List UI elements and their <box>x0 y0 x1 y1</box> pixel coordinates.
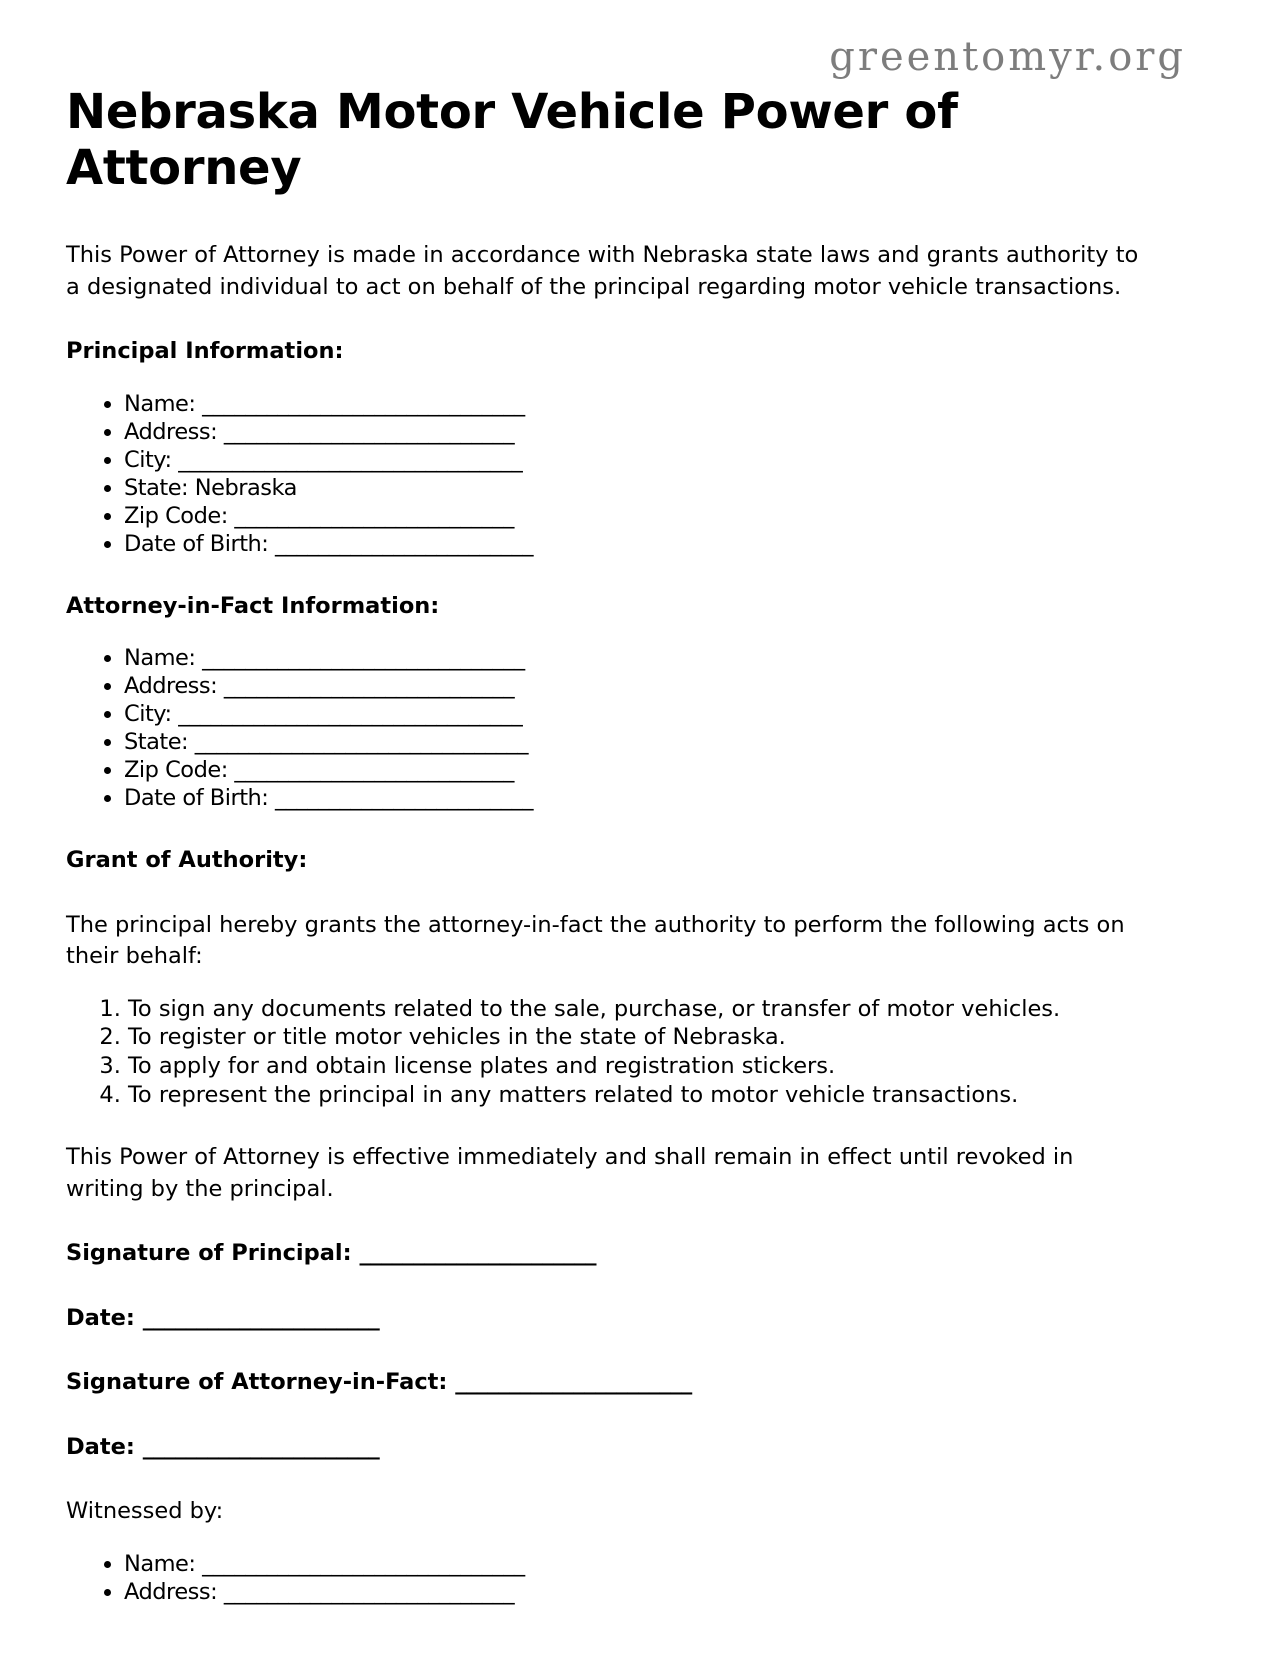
spacer <box>66 1334 1156 1367</box>
list-item <box>124 446 1156 474</box>
principal-signature-label: Signature of Principal: <box>66 1240 352 1267</box>
aif-city-field: City: ________________________________ <box>124 701 523 728</box>
principal-date-row <box>66 1303 1156 1335</box>
authority-acts-list <box>66 995 1156 1109</box>
spacer <box>66 303 1156 336</box>
list-item <box>124 530 1156 558</box>
spacer <box>66 1463 1156 1496</box>
aif-state-field: State: _______________________________ <box>124 729 529 756</box>
principal-address-field: Address: ___________________________ <box>124 418 515 445</box>
spacer <box>66 877 1156 910</box>
witness-fields-list <box>66 1550 1156 1606</box>
spacer <box>66 973 1156 995</box>
spacer <box>66 558 1156 591</box>
spacer <box>66 368 1156 390</box>
list-item <box>124 390 1156 418</box>
list-item <box>124 644 1156 672</box>
list-item <box>124 474 1156 502</box>
intro-paragraph: This Power of Attorney is made in accordance with Nebraska state laws and grants authority to a designated individual to act on behalf of the principal regarding motor vehicle transactions. <box>66 242 1139 300</box>
aif-signature-label: Signature of Attorney-in-Fact: <box>66 1369 448 1396</box>
list-item <box>124 756 1156 784</box>
list-item <box>124 1550 1156 1578</box>
principal-information-heading: Principal Information: <box>66 338 344 365</box>
document-body <box>66 0 1156 1606</box>
principal-signature-blank: ______________________ <box>359 1240 596 1267</box>
principal-dob-field: Date of Birth: ________________________ <box>124 530 534 557</box>
principal-city-field: City: ________________________________ <box>124 446 523 473</box>
spacer <box>66 1399 1156 1432</box>
aif-date-label: Date: <box>66 1433 135 1460</box>
witness-address-field: Address: ___________________________ <box>124 1578 515 1605</box>
spacer <box>66 1109 1156 1142</box>
list-item <box>124 502 1156 530</box>
spacer <box>66 622 1156 644</box>
aif-signature-blank: ______________________ <box>455 1369 692 1396</box>
witnessed-by-heading: Witnessed by: <box>66 1498 224 1525</box>
list-item <box>124 700 1156 728</box>
list-item <box>124 1578 1156 1606</box>
list-item: 3. To apply for and obtain license plates and registration stickers. <box>128 1052 1156 1081</box>
principal-fields-list <box>66 390 1156 558</box>
attorney-in-fact-information-heading: Attorney-in-Fact Information: <box>66 592 440 619</box>
grant-of-authority-heading: Grant of Authority: <box>66 847 308 874</box>
spacer <box>66 812 1156 845</box>
page-title: Nebraska Motor Vehicle Power of Attorney <box>66 84 958 197</box>
attorney-in-fact-date-row <box>66 1432 1156 1464</box>
list-item <box>124 784 1156 812</box>
principal-state-field: State: Nebraska <box>124 474 297 501</box>
spacer <box>66 1205 1156 1238</box>
list-item <box>124 728 1156 756</box>
list-item <box>124 418 1156 446</box>
attorney-in-fact-fields-list <box>66 644 1156 812</box>
aif-address-field: Address: ___________________________ <box>124 673 515 700</box>
principal-zip-field: Zip Code: __________________________ <box>124 502 514 529</box>
spacer <box>66 1270 1156 1303</box>
aif-name-field: Name: ______________________________ <box>124 645 525 672</box>
witness-name-field: Name: ______________________________ <box>124 1550 525 1577</box>
aif-date-blank: ______________________ <box>142 1433 380 1460</box>
spacer <box>66 196 1156 240</box>
aif-zip-field: Zip Code: __________________________ <box>124 757 514 784</box>
list-item: 1. To sign any documents related to the sale, purchase, or transfer of motor vehicles. <box>128 995 1156 1024</box>
principal-date-label: Date: <box>66 1304 135 1331</box>
spacer <box>66 1528 1156 1550</box>
list-item <box>124 672 1156 700</box>
attorney-in-fact-signature-row <box>66 1367 1156 1399</box>
list-item: 4. To represent the principal in any matters related to motor vehicle transactions. <box>128 1081 1156 1110</box>
principal-signature-row <box>66 1238 1156 1270</box>
principal-date-blank: ______________________ <box>142 1304 380 1331</box>
aif-dob-field: Date of Birth: ________________________ <box>124 785 534 812</box>
effective-paragraph: This Power of Attorney is effective immediately and shall remain in effect until revoked in writing by the principal. <box>66 1144 1074 1202</box>
list-item: 2. To register or title motor vehicles in the state of Nebraska. <box>128 1023 1156 1052</box>
site-watermark: greentomyr.org <box>829 34 1186 80</box>
grant-lead-paragraph: The principal hereby grants the attorney-in-fact the authority to perform the following acts on their behalf: <box>66 911 1125 970</box>
principal-name-field: Name: ______________________________ <box>124 390 525 417</box>
